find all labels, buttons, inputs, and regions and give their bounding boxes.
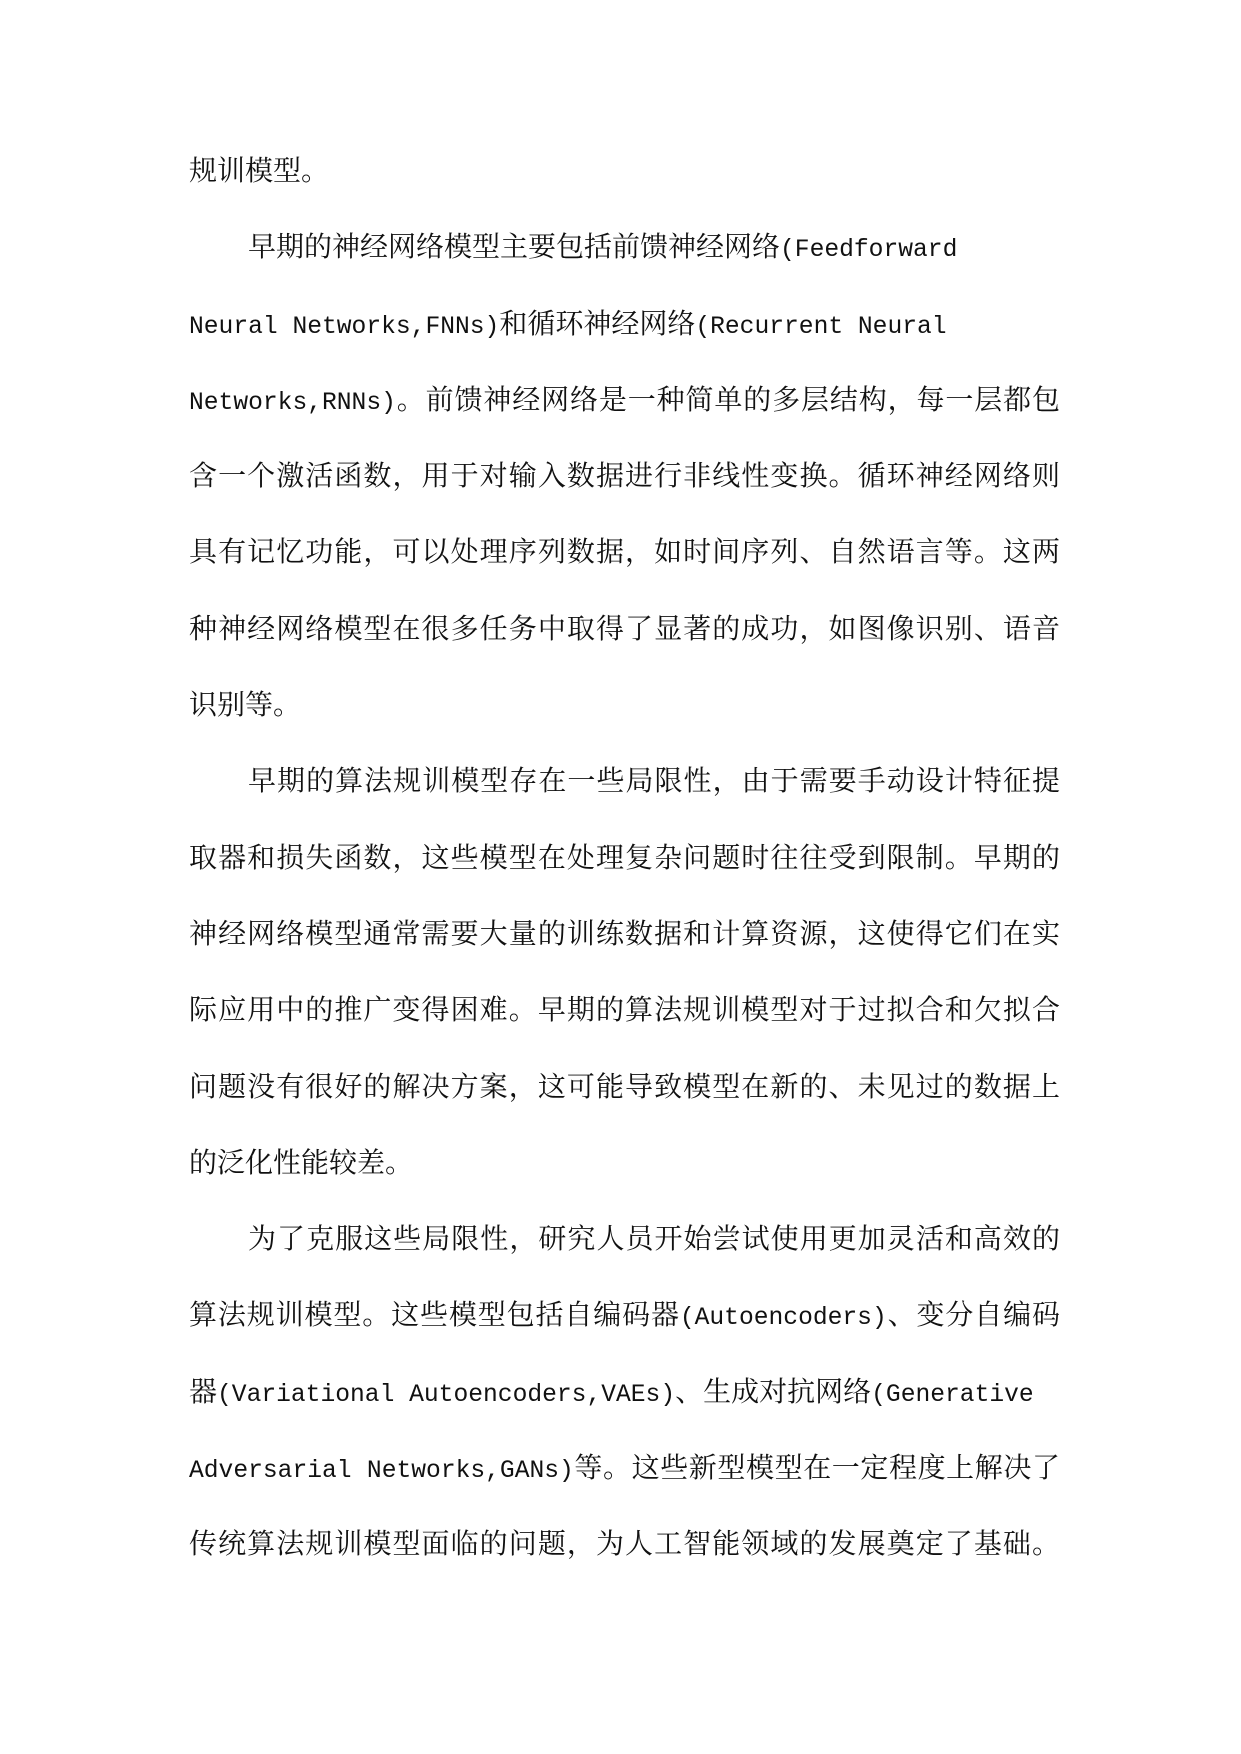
latin-text-run: (Variational Autoencoders,VAEs) (217, 1380, 676, 1409)
paragraph (189, 1201, 1060, 1582)
latin-text-run: Networks,RNNs) (189, 388, 396, 417)
text-line: 的泛化性能较差。 (189, 1145, 414, 1179)
text-line: 传统算法规训模型面临的问题，为人工智能领域的发展奠定了基础。 (189, 1527, 1060, 1561)
paragraph (189, 133, 1060, 209)
text-line: 种神经网络模型在很多任务中取得了显著的成功，如图像识别、语音 (189, 611, 1060, 645)
text-line: 问题没有很好的解决方案，这可能导致模型在新的、未见过的数据上 (189, 1069, 1060, 1103)
latin-text-run: Adversarial Networks,GANs) (189, 1457, 574, 1486)
text-line: Networks,RNNs)。前馈神经网络是一种简单的多层结构，每一层都包 (189, 382, 1060, 417)
text-line: 取器和损失函数，这些模型在处理复杂问题时往往受到限制。早期的 (189, 840, 1060, 874)
text-line: 器(Variational Autoencoders,VAEs)、生成对抗网络(Generative (189, 1374, 1034, 1409)
text-line: 识别等。 (189, 688, 302, 722)
text-line: Neural Networks,FNNs)和循环神经网络(Recurrent Neural (189, 306, 947, 341)
text-line: Adversarial Networks,GANs)等。这些新型模型在一定程度上解决了 (189, 1451, 1060, 1486)
text-line: 算法规训模型。这些模型包括自编码器(Autoencoders)、变分自编码 (189, 1298, 1060, 1333)
text-line: 神经网络模型通常需要大量的训练数据和计算资源，这使得它们在实 (189, 916, 1060, 950)
text-line: 际应用中的推广变得困难。早期的算法规训模型对于过拟合和欠拟合 (189, 993, 1060, 1027)
paragraph (189, 209, 1060, 743)
latin-text-run: (Autoencoders) (679, 1304, 887, 1333)
latin-text-run: Neural Networks,FNNs) (189, 312, 500, 341)
text-line: 含一个激活函数，用于对输入数据进行非线性变换。循环神经网络则 (189, 459, 1060, 493)
text-line: 为了克服这些局限性，研究人员开始尝试使用更加灵活和高效的 (248, 1222, 1060, 1256)
text-line: 早期的算法规训模型存在一些局限性，由于需要手动设计特征提 (248, 764, 1060, 798)
text-line: 规训模型。 (189, 154, 330, 187)
body-text (189, 133, 1060, 1583)
latin-text-run: (Feedforward (780, 236, 958, 265)
paragraph (189, 743, 1060, 1201)
latin-text-run: (Generative (871, 1380, 1034, 1409)
text-line: 早期的神经网络模型主要包括前馈神经网络(Feedforward (248, 230, 958, 265)
text-line: 具有记忆功能，可以处理序列数据，如时间序列、自然语言等。这两 (189, 535, 1060, 569)
latin-text-run: (Recurrent Neural (695, 312, 947, 341)
